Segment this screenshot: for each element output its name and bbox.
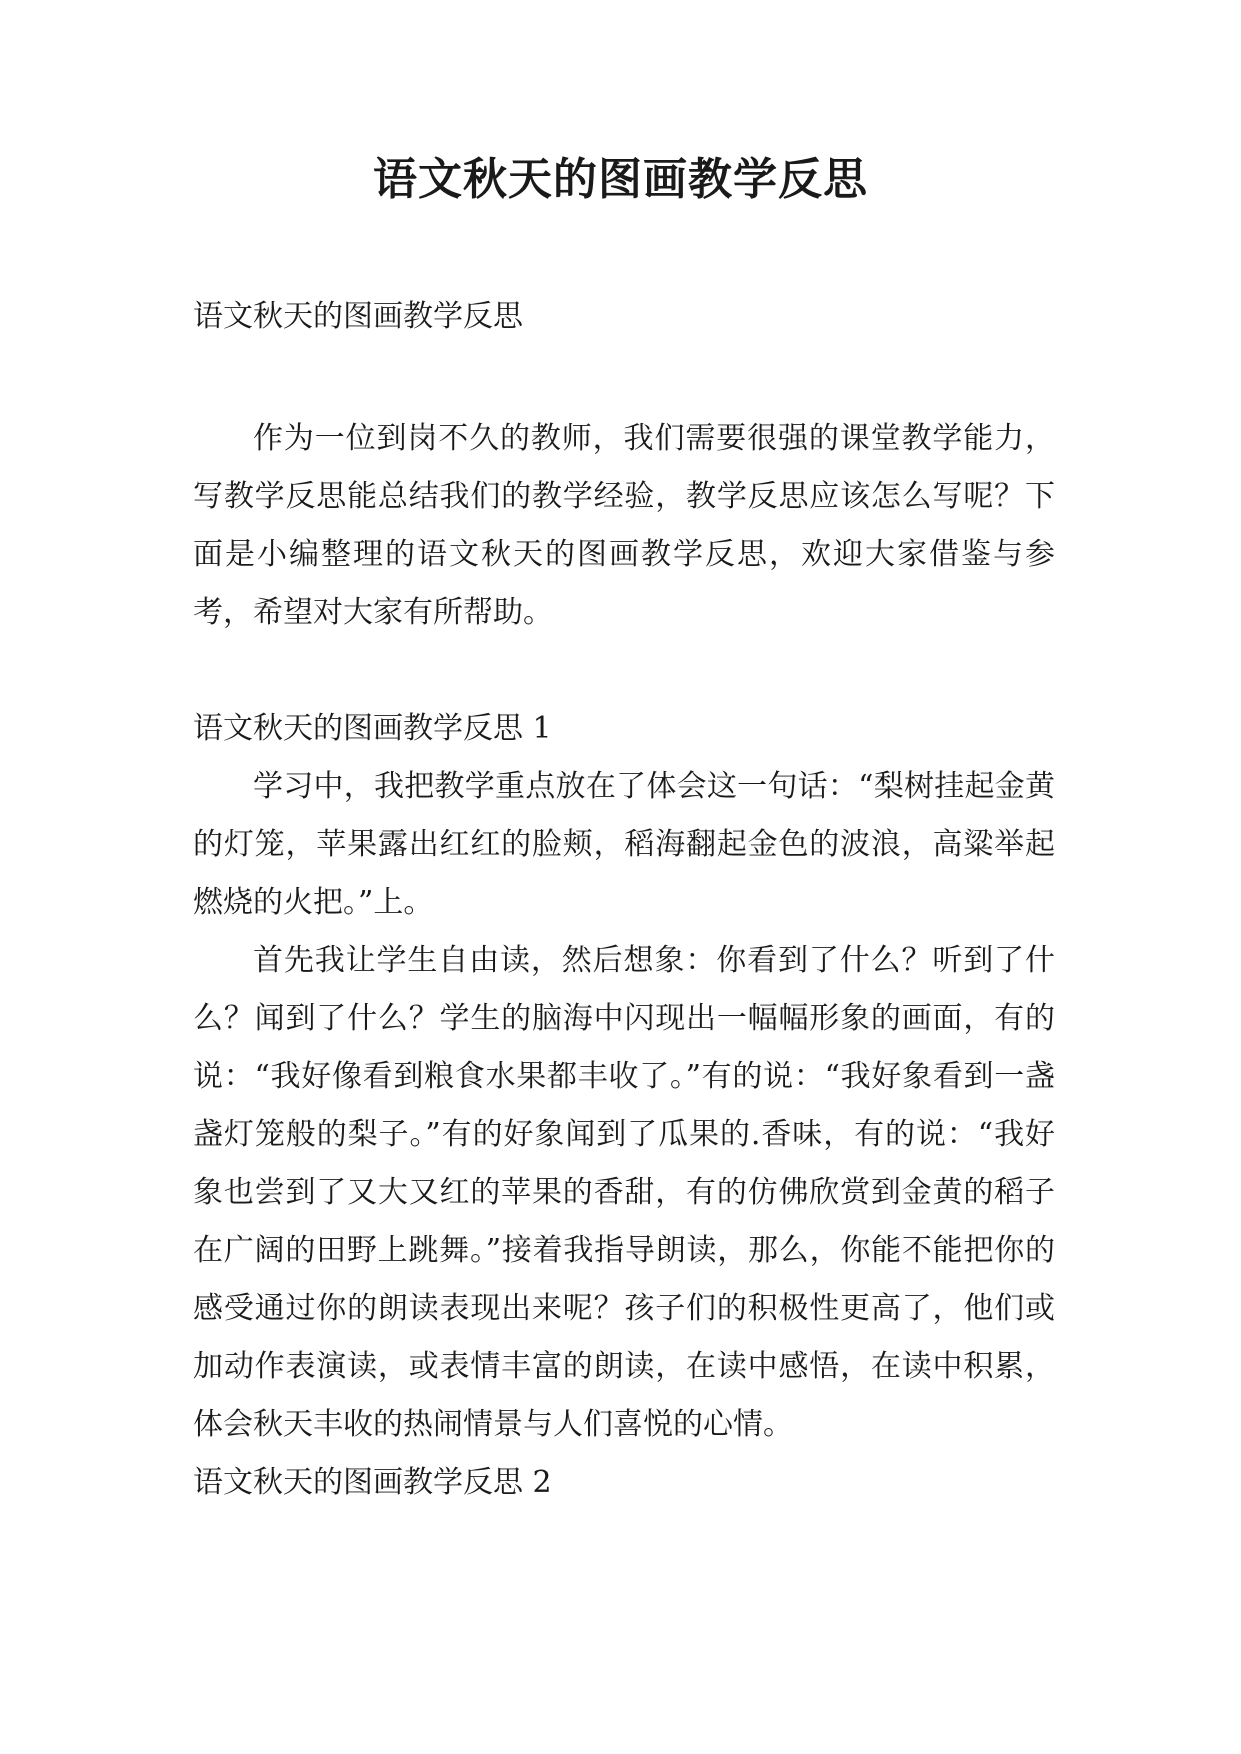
- document-subtitle: 语文秋天的图画教学反思: [193, 299, 523, 334]
- document-title: 语文秋天的图画教学反思: [373, 154, 868, 205]
- section-heading-2: 语文秋天的图画教学反思 2: [193, 1465, 552, 1500]
- intro-paragraph: 作为一位到岗不久的教师，我们需要很强的课堂教学能力，写教学反思能总结我们的教学经验，教学反思应该怎么写呢？下面是小编整理的语文秋天的图画教学反思，欢迎大家借鉴与参考，希望对大家有所帮助。: [193, 421, 1055, 630]
- section-1-paragraph-1: 学习中，我把教学重点放在了体会这一句话：“梨树挂起金黄的灯笼，苹果露出红红的脸颊，稻海翻起金色的波浪，高粱举起燃烧的火把。”上。: [193, 769, 1055, 920]
- section-1-paragraph-2: 首先我让学生自由读，然后想象：你看到了什么？听到了什么？闻到了什么？学生的脑海中闪现出一幅幅形象的画面，有的说：“我好像看到粮食水果都丰收了。”有的说：“我好象看到一盏盏灯笼般的梨子。”有的好象闻到了瓜果的.香味，有的说：“我好象也尝到了又大又红的苹果的香甜，有的仿佛欣赏到金黄的稻子在广阔的田野上跳舞。”接着我指导朗读，那么，你能不能把你的感受通过你的朗读表现出来呢？孩子们的积极性更高了，他们或加动作表演读，或表情丰富的朗读，在读中感悟，在读中积累，体会秋天丰收的热闹情景与人们喜悦的心情。: [193, 943, 1055, 1442]
- section-heading-1: 语文秋天的图画教学反思 1: [193, 711, 552, 746]
- document-body: [193, 288, 1055, 1512]
